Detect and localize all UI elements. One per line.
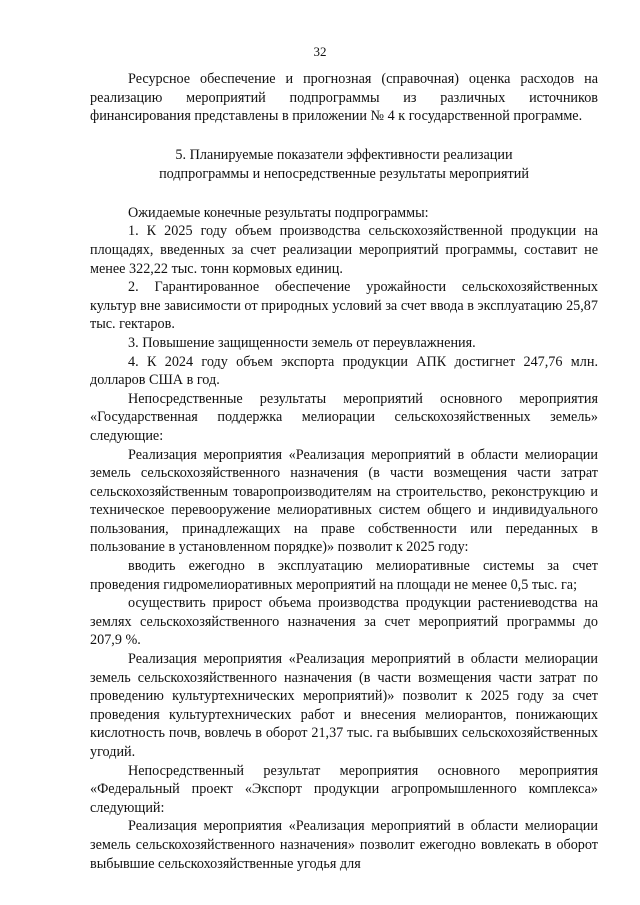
paragraph-result-3: 3. Повышение защищенности земель от переувлажнения. — [128, 334, 476, 351]
paragraph-result-2: 2. Гарантированное обеспечение урожайности сельскохозяйственных культур вне зависимости от природных условий за счет ввода в эксплуатацию 25,87 тыс. гектаров. — [90, 279, 598, 333]
section-heading — [90, 146, 598, 184]
page-number: 32 — [313, 44, 327, 59]
paragraph-production-growth: осуществить прирост объема производства продукции растениеводства на землях сельскохозяйственного назначения за счет мероприятий программы до 207,9 %. — [90, 595, 598, 649]
paragraph-measure-construction: Реализация мероприятия «Реализация мероприятий в области мелиорации земель сельскохозяйственного назначения (в части возмещения части затрат сельскохозяйственным товаропроизводителям на строительство, реконструкцию и техническое перевооружение мелиоративных систем общего и индивидуального пользования, принадлежащих на праве собственности или переданных в пользование в установленном порядке)» позволит к 2025 году: — [90, 446, 598, 556]
paragraph-direct-results-intro: Непосредственные результаты мероприятий основного мероприятия «Государственная поддержка мелиорации сельскохозяйственных земель» следующие: — [90, 390, 598, 444]
section-title-line-1: 5. Планируемые показатели эффективности реализации — [175, 146, 513, 163]
paragraph-expected-results: Ожидаемые конечные результаты подпрограммы: — [128, 204, 429, 221]
paragraph-measure-cultural-technical: Реализация мероприятия «Реализация мероприятий в области мелиорации земель сельскохозяйственного назначения (в части возмещения части затрат по проведению культуртехнических мероприятий)» позволит к 2025 году за счет проведения культуртехнических работ и внесения мелиорантов, понижающих кислотность почв, вовлечь в оборот 21,37 тыс. га выбывших сельскохозяйственных угодий. — [90, 651, 598, 760]
paragraph-result-1: 1. К 2025 году объем производства сельскохозяйственной продукции на площадях, введенных за счет реализации мероприятий программы, составит не менее 322,22 тыс. тонн кормовых единиц. — [90, 223, 598, 277]
document-body — [90, 70, 598, 873]
paragraph-result-4: 4. К 2024 году объем экспорта продукции АПК достигнет 247,76 млн. долларов США в год. — [90, 353, 598, 389]
paragraph-export-measure: Реализация мероприятия «Реализация мероприятий в области мелиорации земель сельскохозяйственного назначения» позволит ежегодно вовлекать в оборот выбывшие сельскохозяйственные угодья для — [90, 818, 598, 872]
intro-paragraph: Ресурсное обеспечение и прогнозная (справочная) оценка расходов на реализацию мероприятий подпрограммы из различных источников финансирования представлены в приложении № 4 к государственной программе. — [90, 71, 598, 125]
paragraph-export-project-intro: Непосредственный результат мероприятия основного мероприятия «Федеральный проект «Экспорт продукции агропромышленного комплекса» следующий: — [90, 762, 598, 816]
paragraph-annual-commissioning: вводить ежегодно в эксплуатацию мелиоративные системы за счет проведения гидромелиоративных мероприятий на площади не менее 0,5 тыс. га; — [90, 558, 598, 593]
section-title-line-2: подпрограммы и непосредственные результаты мероприятий — [159, 165, 529, 182]
